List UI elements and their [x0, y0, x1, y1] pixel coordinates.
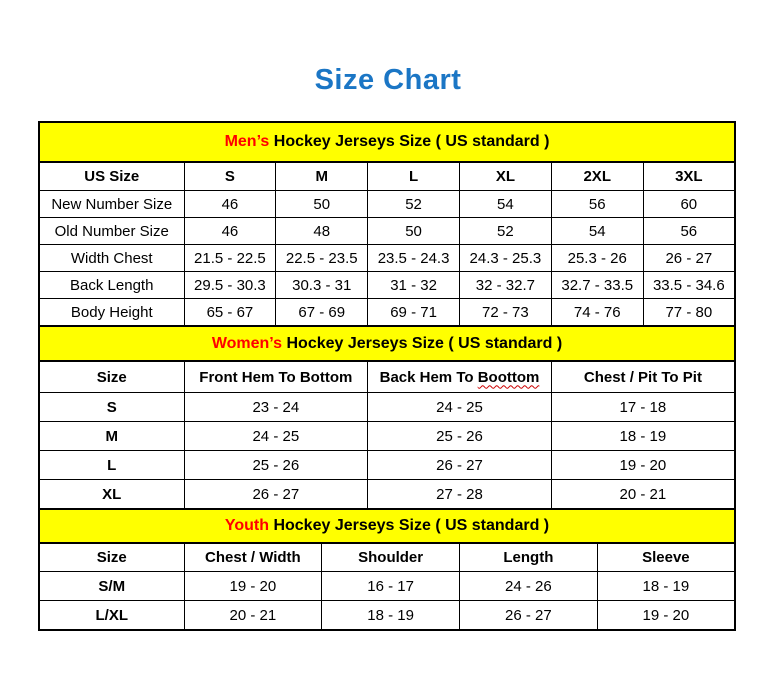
mens-value-cell: 69 - 71 — [368, 299, 460, 327]
youth-value-cell: 19 - 20 — [184, 572, 322, 601]
mens-size-table — [38, 121, 736, 327]
mens-value-cell: 22.5 - 23.5 — [276, 245, 368, 272]
womens-value-cell: 18 - 19 — [551, 422, 735, 451]
mens-band-highlight: Men’s — [224, 133, 270, 150]
womens-value-cell: 24 - 25 — [368, 393, 552, 422]
mens-column-header: S — [184, 162, 276, 191]
mens-value-cell: 21.5 - 22.5 — [184, 245, 276, 272]
mens-column-header: M — [276, 162, 368, 191]
womens-value-cell: 19 - 20 — [551, 451, 735, 480]
womens-value-cell: 26 - 27 — [184, 480, 368, 510]
womens-row-label: S — [39, 393, 184, 422]
mens-table-row — [39, 299, 735, 327]
mens-value-cell: 72 - 73 — [459, 299, 551, 327]
mens-value-cell: 48 — [276, 218, 368, 245]
youth-section-band — [39, 509, 735, 543]
womens-value-cell: 25 - 26 — [184, 451, 368, 480]
womens-table-row — [39, 451, 735, 480]
youth-column-header: Sleeve — [597, 543, 735, 572]
mens-header-row — [39, 162, 735, 191]
womens-row-label: XL — [39, 480, 184, 510]
mens-value-cell: 54 — [551, 218, 643, 245]
youth-column-header: Length — [460, 543, 598, 572]
mens-column-header: L — [368, 162, 460, 191]
mens-table-row — [39, 218, 735, 245]
youth-column-header: Chest / Width — [184, 543, 322, 572]
mens-value-cell: 52 — [459, 218, 551, 245]
womens-value-cell: 24 - 25 — [184, 422, 368, 451]
womens-value-cell: 23 - 24 — [184, 393, 368, 422]
mens-value-cell: 32 - 32.7 — [459, 272, 551, 299]
mens-value-cell: 77 - 80 — [643, 299, 735, 327]
youth-band-row — [39, 509, 735, 543]
mens-row-label: Back Length — [39, 272, 184, 299]
mens-value-cell: 33.5 - 34.6 — [643, 272, 735, 299]
header-text: Back Hem To — [379, 368, 478, 386]
mens-value-cell: 26 - 27 — [643, 245, 735, 272]
womens-row-label: L — [39, 451, 184, 480]
mens-value-cell: 54 — [459, 191, 551, 218]
mens-table-row — [39, 245, 735, 272]
mens-value-cell: 50 — [276, 191, 368, 218]
womens-table-row — [39, 393, 735, 422]
womens-header-row — [39, 361, 735, 393]
youth-value-cell: 16 - 17 — [322, 572, 460, 601]
womens-band-text: Hockey Jerseys Size ( US standard ) — [282, 334, 563, 352]
mens-value-cell: 50 — [368, 218, 460, 245]
womens-value-cell: 20 - 21 — [551, 480, 735, 510]
womens-column-header: Size — [39, 361, 184, 393]
youth-value-cell: 18 - 19 — [597, 572, 735, 601]
mens-value-cell: 24.3 - 25.3 — [459, 245, 551, 272]
mens-value-cell: 29.5 - 30.3 — [184, 272, 276, 299]
mens-band-text: Hockey Jerseys Size ( US standard ) — [269, 133, 550, 150]
mens-value-cell: 46 — [184, 191, 276, 218]
mens-value-cell: 31 - 32 — [368, 272, 460, 299]
mens-value-cell: 65 - 67 — [184, 299, 276, 327]
womens-value-cell: 26 - 27 — [368, 451, 552, 480]
youth-value-cell: 19 - 20 — [597, 601, 735, 631]
womens-value-cell: 25 - 26 — [368, 422, 552, 451]
misspelled-word: Boottom — [477, 368, 540, 386]
mens-column-header: XL — [459, 162, 551, 191]
youth-value-cell: 26 - 27 — [460, 601, 598, 631]
mens-value-cell: 56 — [643, 218, 735, 245]
womens-size-table — [38, 325, 736, 510]
womens-column-header — [368, 361, 552, 393]
mens-value-cell: 67 - 69 — [276, 299, 368, 327]
mens-column-header: US Size — [39, 162, 184, 191]
womens-column-header: Front Hem To Bottom — [184, 361, 368, 393]
youth-table-row — [39, 572, 735, 601]
womens-row-label: M — [39, 422, 184, 451]
mens-value-cell: 46 — [184, 218, 276, 245]
mens-value-cell: 30.3 - 31 — [276, 272, 368, 299]
youth-header-row — [39, 543, 735, 572]
womens-value-cell: 17 - 18 — [551, 393, 735, 422]
mens-value-cell: 32.7 - 33.5 — [551, 272, 643, 299]
mens-section-band — [39, 122, 735, 162]
womens-column-header: Chest / Pit To Pit — [551, 361, 735, 393]
youth-band-text: Hockey Jerseys Size ( US standard ) — [269, 517, 550, 534]
youth-value-cell: 18 - 19 — [322, 601, 460, 631]
mens-table-row — [39, 191, 735, 218]
mens-band-row — [39, 122, 735, 162]
mens-value-cell: 60 — [643, 191, 735, 218]
youth-value-cell: 24 - 26 — [460, 572, 598, 601]
mens-value-cell: 23.5 - 24.3 — [368, 245, 460, 272]
mens-column-header: 2XL — [551, 162, 643, 191]
youth-column-header: Shoulder — [322, 543, 460, 572]
mens-value-cell: 25.3 - 26 — [551, 245, 643, 272]
size-chart-tables — [38, 121, 736, 631]
womens-band-row — [39, 326, 735, 361]
mens-row-label: Width Chest — [39, 245, 184, 272]
womens-value-cell: 27 - 28 — [368, 480, 552, 510]
womens-table-row — [39, 422, 735, 451]
mens-row-label: Body Height — [39, 299, 184, 327]
youth-row-label: S/M — [39, 572, 184, 601]
mens-value-cell: 74 - 76 — [551, 299, 643, 327]
youth-table-row — [39, 601, 735, 631]
womens-section-band — [39, 326, 735, 361]
mens-value-cell: 52 — [368, 191, 460, 218]
mens-row-label: Old Number Size — [39, 218, 184, 245]
womens-band-highlight: Women’s — [211, 334, 283, 352]
youth-band-highlight: Youth — [224, 517, 269, 534]
mens-value-cell: 56 — [551, 191, 643, 218]
womens-table-row — [39, 480, 735, 510]
mens-row-label: New Number Size — [39, 191, 184, 218]
mens-table-row — [39, 272, 735, 299]
youth-value-cell: 20 - 21 — [184, 601, 322, 631]
mens-column-header: 3XL — [643, 162, 735, 191]
youth-row-label: L/XL — [39, 601, 184, 631]
youth-column-header: Size — [39, 543, 184, 572]
youth-size-table — [38, 508, 736, 631]
page-title: Size Chart — [314, 64, 462, 96]
